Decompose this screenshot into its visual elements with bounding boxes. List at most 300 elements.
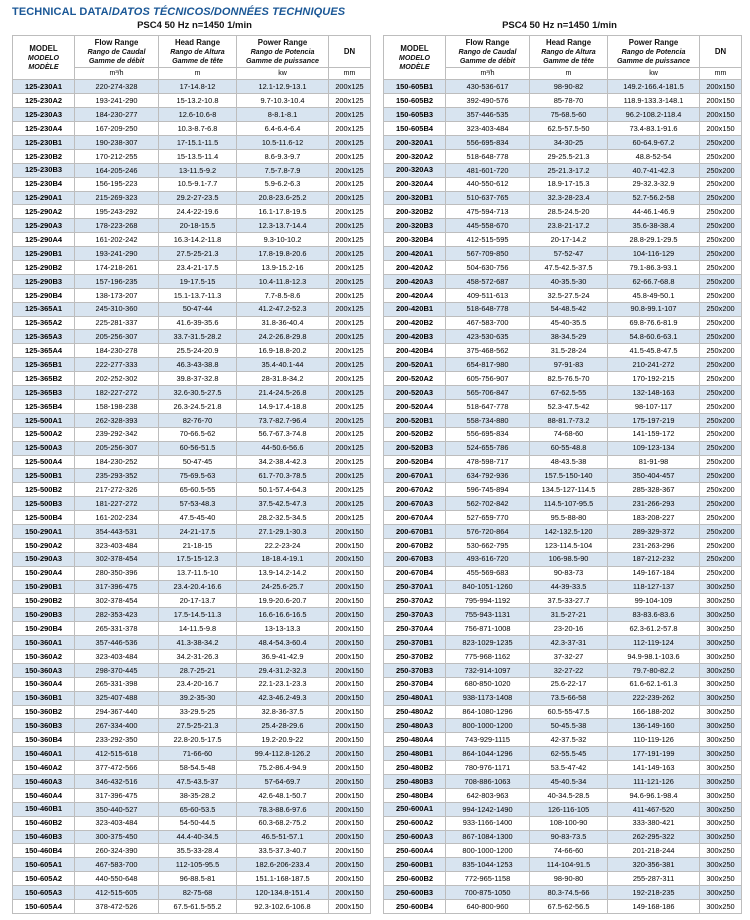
head-cell: 65-60.5-55 — [159, 483, 237, 497]
head-cell: 10.3-8.7-6.8 — [159, 122, 237, 136]
flow-cell: 467-583-700 — [446, 316, 530, 330]
model-cell: 200-420A4 — [384, 288, 446, 302]
head-cell: 48-43.5-38 — [530, 455, 608, 469]
power-cell: 62.3-61.2-57.8 — [608, 622, 700, 636]
dn-cell: 200x125 — [329, 80, 371, 94]
table-row — [384, 233, 742, 247]
head-cell: 17-15.1-11.5 — [159, 136, 237, 150]
flow-cell: 323-403-484 — [446, 122, 530, 136]
power-cell: 192-218-235 — [608, 886, 700, 900]
dn-cell: 200x125 — [329, 288, 371, 302]
power-cell: 92.3-102.6-106.8 — [237, 900, 329, 914]
flow-cell: 642-803-963 — [446, 788, 530, 802]
table-row — [13, 511, 371, 525]
power-cell: 18-18.4-19.1 — [237, 552, 329, 566]
flow-cell: 184-230-277 — [75, 108, 159, 122]
power-cell: 37.5-42.5-47.3 — [237, 497, 329, 511]
model-cell: 125-230A1 — [13, 80, 75, 94]
table-row — [384, 177, 742, 191]
model-cell: 125-365B2 — [13, 372, 75, 386]
table-row — [384, 122, 742, 136]
flow-cell: 217-272-326 — [75, 483, 159, 497]
unit-flow: m³/h — [446, 68, 530, 80]
table-row — [384, 552, 742, 566]
model-cell: 150-290A1 — [13, 524, 75, 538]
power-cell: 31.8-36-40.4 — [237, 316, 329, 330]
table-row — [13, 761, 371, 775]
table-row — [384, 802, 742, 816]
dn-cell: 250x200 — [700, 274, 742, 288]
model-cell: 150-605B3 — [384, 108, 446, 122]
head-cell: 40-34.5-28.5 — [530, 788, 608, 802]
head-cell: 50-47-45 — [159, 455, 237, 469]
head-cell: 75-68.5-60 — [530, 108, 608, 122]
head-cell: 114-104-91.5 — [530, 858, 608, 872]
table-row — [384, 302, 742, 316]
head-cell: 32.5-27.5-24 — [530, 288, 608, 302]
model-cell: 200-520A3 — [384, 386, 446, 400]
head-cell: 82-75-68 — [159, 886, 237, 900]
power-cell: 42.6-48.1-50.7 — [237, 788, 329, 802]
head-cell: 24.4-22-19.6 — [159, 205, 237, 219]
dn-cell: 200x150 — [329, 733, 371, 747]
head-cell: 57-53-48.3 — [159, 497, 237, 511]
flow-cell: 467-583-700 — [75, 858, 159, 872]
table-row — [13, 538, 371, 552]
model-cell: 250-600B4 — [384, 900, 446, 914]
model-cell: 150-290A3 — [13, 552, 75, 566]
dn-cell: 300x250 — [700, 622, 742, 636]
dn-cell: 200x150 — [329, 622, 371, 636]
power-cell: 17.8-19.8-20.6 — [237, 247, 329, 261]
table-row — [13, 900, 371, 914]
flow-cell: 445-558-670 — [446, 219, 530, 233]
head-cell: 50-47-44 — [159, 302, 237, 316]
model-cell: 150-290B2 — [13, 594, 75, 608]
power-cell: 32.8-36-37.5 — [237, 705, 329, 719]
model-cell: 125-290B3 — [13, 274, 75, 288]
model-cell: 125-230B3 — [13, 163, 75, 177]
power-cell: 16.6-16.6-16.5 — [237, 608, 329, 622]
dn-cell: 300x250 — [700, 691, 742, 705]
table-row — [13, 733, 371, 747]
model-cell: 125-290A3 — [13, 219, 75, 233]
power-cell: 29-32.3-32.9 — [608, 177, 700, 191]
model-cell: 200-520B2 — [384, 427, 446, 441]
power-cell: 35.4-40.1-44 — [237, 358, 329, 372]
dn-cell: 300x250 — [700, 747, 742, 761]
model-cell: 125-365B3 — [13, 386, 75, 400]
head-cell: 41.3-38-34.2 — [159, 636, 237, 650]
head-cell: 82.5-76.5-70 — [530, 372, 608, 386]
flow-cell: 576-720-864 — [446, 524, 530, 538]
model-cell: 250-370A4 — [384, 622, 446, 636]
table-row — [13, 247, 371, 261]
table-row — [13, 469, 371, 483]
dn-cell: 200x150 — [700, 122, 742, 136]
unit-flow: m³/h — [75, 68, 159, 80]
flow-cell: 138-173-207 — [75, 288, 159, 302]
model-cell: 200-670A2 — [384, 483, 446, 497]
head-cell: 108-100-90 — [530, 816, 608, 830]
unit-head: m — [530, 68, 608, 80]
table-row — [384, 844, 742, 858]
head-cell: 37.5-33-27.7 — [530, 594, 608, 608]
dn-cell: 200x150 — [329, 566, 371, 580]
dn-cell: 250x200 — [700, 177, 742, 191]
head-cell: 106-98.5-90 — [530, 552, 608, 566]
power-cell: 136-149-160 — [608, 719, 700, 733]
power-cell: 81-91-98 — [608, 455, 700, 469]
head-cell: 73.5-66-58 — [530, 691, 608, 705]
power-cell: 45.8-49-50.1 — [608, 288, 700, 302]
power-cell: 40.7-41-42.3 — [608, 163, 700, 177]
power-cell: 120-134.8-151.4 — [237, 886, 329, 900]
head-cell: 53.5-47-42 — [530, 761, 608, 775]
head-cell: 23.8-21-17.2 — [530, 219, 608, 233]
flow-cell: 233-292-350 — [75, 733, 159, 747]
head-cell: 38-35-28.2 — [159, 788, 237, 802]
table-row — [13, 594, 371, 608]
table-row — [384, 413, 742, 427]
flow-cell: 323-403-484 — [75, 649, 159, 663]
model-cell: 125-290B1 — [13, 247, 75, 261]
table-row — [384, 719, 742, 733]
head-cell: 114.5-107-95.5 — [530, 497, 608, 511]
right-data-table — [383, 35, 742, 914]
table-row — [13, 149, 371, 163]
head-cell: 20-18-15.5 — [159, 219, 237, 233]
unit-head: m — [159, 68, 237, 80]
flow-cell: 795-994-1192 — [446, 594, 530, 608]
power-cell: 60-64.9-67.2 — [608, 136, 700, 150]
flow-cell: 732-914-1097 — [446, 663, 530, 677]
model-cell: 125-500A2 — [13, 427, 75, 441]
head-cell: 71-66-60 — [159, 747, 237, 761]
head-cell: 25.5-24-20.9 — [159, 344, 237, 358]
power-cell: 183-208-227 — [608, 511, 700, 525]
table-row — [13, 608, 371, 622]
model-cell: 250-600A1 — [384, 802, 446, 816]
flow-cell: 323-403-484 — [75, 816, 159, 830]
model-cell: 250-370A3 — [384, 608, 446, 622]
model-cell: 150-360B1 — [13, 691, 75, 705]
flow-cell: 202-252-302 — [75, 372, 159, 386]
head-cell: 31.5-28-24 — [530, 344, 608, 358]
table-row — [384, 274, 742, 288]
dn-cell: 250x200 — [700, 427, 742, 441]
power-cell: 25.4-28-29.6 — [237, 719, 329, 733]
table-row — [13, 274, 371, 288]
dn-cell: 200x125 — [329, 511, 371, 525]
flow-cell: 867-1084-1300 — [446, 830, 530, 844]
dn-cell: 300x250 — [700, 830, 742, 844]
head-cell: 67.5-62-56.5 — [530, 900, 608, 914]
dn-cell: 200x125 — [329, 372, 371, 386]
dn-cell: 300x250 — [700, 594, 742, 608]
model-cell: 150-360A1 — [13, 636, 75, 650]
left-table-header — [13, 36, 371, 80]
table-row — [13, 566, 371, 580]
power-cell: 24-25.6-25.7 — [237, 580, 329, 594]
power-cell: 48.4-54.3-60.4 — [237, 636, 329, 650]
head-cell: 38-34.5-29 — [530, 330, 608, 344]
flow-cell: 170-212-255 — [75, 149, 159, 163]
flow-cell: 182-227-272 — [75, 386, 159, 400]
table-row — [384, 372, 742, 386]
flow-cell: 556-695-834 — [446, 427, 530, 441]
dn-cell: 250x200 — [700, 261, 742, 275]
head-cell: 17-14.8-12 — [159, 80, 237, 94]
flow-cell: 317-396-475 — [75, 788, 159, 802]
model-cell: 250-480B1 — [384, 747, 446, 761]
dn-cell: 250x200 — [700, 524, 742, 538]
flow-cell: 222-277-333 — [75, 358, 159, 372]
table-row — [384, 900, 742, 914]
head-cell: 42-37.5-32 — [530, 733, 608, 747]
table-row — [384, 886, 742, 900]
left-data-table — [12, 35, 371, 914]
dn-cell: 300x250 — [700, 608, 742, 622]
dn-cell: 200x125 — [329, 441, 371, 455]
model-cell: 250-480A1 — [384, 691, 446, 705]
head-cell: 20-17-14.2 — [530, 233, 608, 247]
model-cell: 125-500A4 — [13, 455, 75, 469]
table-row — [384, 288, 742, 302]
model-cell: 150-360B2 — [13, 705, 75, 719]
model-cell: 200-320A2 — [384, 149, 446, 163]
power-cell: 50.1-57.4-64.3 — [237, 483, 329, 497]
flow-cell: 518-647-778 — [446, 399, 530, 413]
flow-cell: 378-472-526 — [75, 900, 159, 914]
table-row — [13, 830, 371, 844]
table-row — [384, 149, 742, 163]
flow-cell: 205-256-307 — [75, 330, 159, 344]
model-cell: 150-460B3 — [13, 830, 75, 844]
table-row — [13, 788, 371, 802]
flow-cell: 510-637-765 — [446, 191, 530, 205]
unit-dn: mm — [329, 68, 371, 80]
flow-cell: 994-1242-1490 — [446, 802, 530, 816]
model-cell: 150-605B1 — [384, 80, 446, 94]
dn-cell: 200x150 — [329, 580, 371, 594]
table-row — [13, 524, 371, 538]
table-row — [384, 108, 742, 122]
head-cell: 67-62.5-55 — [530, 386, 608, 400]
head-cell: 17.5-14.5-11.3 — [159, 608, 237, 622]
head-cell: 85-78-70 — [530, 94, 608, 108]
dn-cell: 200x150 — [329, 816, 371, 830]
model-cell: 200-420B1 — [384, 302, 446, 316]
dn-cell: 250x200 — [700, 455, 742, 469]
table-row — [384, 594, 742, 608]
head-cell: 47.5-45-40 — [159, 511, 237, 525]
head-cell: 29.2-27-23.5 — [159, 191, 237, 205]
flow-cell: 302-378-454 — [75, 594, 159, 608]
dn-cell: 200x150 — [329, 524, 371, 538]
power-cell: 231-266-293 — [608, 497, 700, 511]
flow-cell: 294-367-440 — [75, 705, 159, 719]
flow-cell: 357-446-535 — [446, 108, 530, 122]
model-cell: 125-290A1 — [13, 191, 75, 205]
power-cell: 320-356-381 — [608, 858, 700, 872]
model-cell: 150-290B4 — [13, 622, 75, 636]
head-cell: 40-35.5-30 — [530, 274, 608, 288]
flow-cell: 518-648-778 — [446, 149, 530, 163]
flow-cell: 412-515-595 — [446, 233, 530, 247]
dn-cell: 200x150 — [700, 80, 742, 94]
title-main: TECHNICAL DATA/ — [12, 6, 112, 18]
dn-cell: 200x125 — [329, 344, 371, 358]
subtitle-row — [12, 20, 742, 31]
table-row — [13, 413, 371, 427]
model-cell: 200-320A4 — [384, 177, 446, 191]
flow-cell: 220-274-328 — [75, 80, 159, 94]
model-cell: 125-365B1 — [13, 358, 75, 372]
dn-cell: 200x125 — [329, 469, 371, 483]
dn-cell: 300x250 — [700, 761, 742, 775]
dn-cell: 250x200 — [700, 552, 742, 566]
flow-cell: 780-976-1171 — [446, 761, 530, 775]
table-row — [13, 205, 371, 219]
dn-cell: 250x200 — [700, 316, 742, 330]
flow-cell: 527-659-770 — [446, 511, 530, 525]
model-cell: 125-290A2 — [13, 205, 75, 219]
power-cell: 175-197-219 — [608, 413, 700, 427]
unit-dn: mm — [700, 68, 742, 80]
table-row — [13, 886, 371, 900]
model-cell: 250-370A2 — [384, 594, 446, 608]
dn-cell: 250x200 — [700, 566, 742, 580]
power-cell: 170-192-215 — [608, 372, 700, 386]
flow-cell: 800-1000-1200 — [446, 844, 530, 858]
flow-cell: 157-196-235 — [75, 274, 159, 288]
dn-cell: 250x200 — [700, 219, 742, 233]
model-cell: 200-520B1 — [384, 413, 446, 427]
model-cell: 200-520B4 — [384, 455, 446, 469]
model-cell: 150-460B4 — [13, 844, 75, 858]
head-cell: 44.4-40-34.5 — [159, 830, 237, 844]
dn-cell: 300x250 — [700, 872, 742, 886]
flow-cell: 556-695-834 — [446, 136, 530, 150]
model-cell: 250-480A3 — [384, 719, 446, 733]
table-row — [384, 788, 742, 802]
model-cell: 125-230A2 — [13, 94, 75, 108]
model-cell: 200-420B2 — [384, 316, 446, 330]
power-cell: 41.5-45.8-47.5 — [608, 344, 700, 358]
flow-cell: 412-515-605 — [75, 886, 159, 900]
power-cell: 83-83.6-83.6 — [608, 608, 700, 622]
power-cell: 44-50.6-56.6 — [237, 441, 329, 455]
flow-cell: 193-241-290 — [75, 247, 159, 261]
table-row — [13, 344, 371, 358]
power-cell: 73.7-82.7-96.4 — [237, 413, 329, 427]
power-cell: 350-404-457 — [608, 469, 700, 483]
head-cell: 45-40-35.5 — [530, 316, 608, 330]
flow-cell: 700-875-1050 — [446, 886, 530, 900]
head-cell: 16.3-14.2-11.8 — [159, 233, 237, 247]
flow-cell: 280-350-396 — [75, 566, 159, 580]
power-cell: 48.8-52-54 — [608, 149, 700, 163]
power-cell: 78.3-88.6-97.6 — [237, 802, 329, 816]
dn-cell: 200x150 — [329, 538, 371, 552]
model-cell: 150-360A3 — [13, 663, 75, 677]
table-row — [384, 136, 742, 150]
dn-cell: 250x200 — [700, 136, 742, 150]
table-row — [384, 580, 742, 594]
model-cell: 150-605A1 — [13, 858, 75, 872]
table-row — [384, 163, 742, 177]
power-cell: 110-119-126 — [608, 733, 700, 747]
dn-cell: 250x200 — [700, 191, 742, 205]
model-cell: 125-290B4 — [13, 288, 75, 302]
dn-cell: 250x200 — [700, 302, 742, 316]
power-cell: 28.8-29.1-29.5 — [608, 233, 700, 247]
model-cell: 200-670B3 — [384, 552, 446, 566]
head-cell: 70-66.5-62 — [159, 427, 237, 441]
model-cell: 150-605A3 — [13, 886, 75, 900]
model-cell: 200-420A3 — [384, 274, 446, 288]
power-cell: 99-104-109 — [608, 594, 700, 608]
table-row — [384, 330, 742, 344]
dn-cell: 200x125 — [329, 497, 371, 511]
table-row — [384, 774, 742, 788]
power-cell: 201-218-244 — [608, 844, 700, 858]
dn-cell: 200x150 — [329, 552, 371, 566]
table-row — [13, 330, 371, 344]
power-cell: 75.2-86.4-94.9 — [237, 761, 329, 775]
head-cell: 13-11.5-9.2 — [159, 163, 237, 177]
table-row — [384, 705, 742, 719]
unit-power: kw — [608, 68, 700, 80]
table-row — [13, 622, 371, 636]
dn-cell: 200x150 — [329, 900, 371, 914]
subtitle-right: PSC4 50 Hz n=1450 1/min — [502, 20, 617, 31]
head-cell: 45-40.5-34 — [530, 774, 608, 788]
dn-cell: 200x150 — [329, 774, 371, 788]
model-cell: 200-320B1 — [384, 191, 446, 205]
head-cell: 25-21.3-17.2 — [530, 163, 608, 177]
flow-cell: 239-292-342 — [75, 427, 159, 441]
flow-cell: 440-550-612 — [446, 177, 530, 191]
model-cell: 250-600A2 — [384, 816, 446, 830]
flow-cell: 565-706-847 — [446, 386, 530, 400]
table-row — [384, 80, 742, 94]
head-cell: 88-81.7-73.2 — [530, 413, 608, 427]
flow-cell: 377-472-566 — [75, 761, 159, 775]
head-cell: 32.6-30.5-27.5 — [159, 386, 237, 400]
flow-cell: 530-662-795 — [446, 538, 530, 552]
head-cell: 62.5-57.5-50 — [530, 122, 608, 136]
column-header-head: Head Range Rango de Altura Gamme de tête — [159, 36, 237, 68]
title-italic: DATOS TÉCNICOS/DONNÉES TECHNIQUES — [111, 6, 346, 18]
head-cell: 44-39-33.5 — [530, 580, 608, 594]
head-cell: 74-66-60 — [530, 844, 608, 858]
flow-cell: 756-871-1008 — [446, 622, 530, 636]
power-cell: 56.7-67.3-74.8 — [237, 427, 329, 441]
power-cell: 35.6-38-38.4 — [608, 219, 700, 233]
power-cell: 12.3-13.7-14.4 — [237, 219, 329, 233]
flow-cell: 478-598-717 — [446, 455, 530, 469]
power-cell: 118-127-137 — [608, 580, 700, 594]
flow-cell: 640-800-960 — [446, 900, 530, 914]
head-cell: 82-76-70 — [159, 413, 237, 427]
dn-cell: 250x200 — [700, 205, 742, 219]
flow-cell: 392-490-576 — [446, 94, 530, 108]
dn-cell: 200x150 — [329, 608, 371, 622]
head-cell: 67.5-61.5-55.2 — [159, 900, 237, 914]
dn-cell: 200x150 — [329, 719, 371, 733]
